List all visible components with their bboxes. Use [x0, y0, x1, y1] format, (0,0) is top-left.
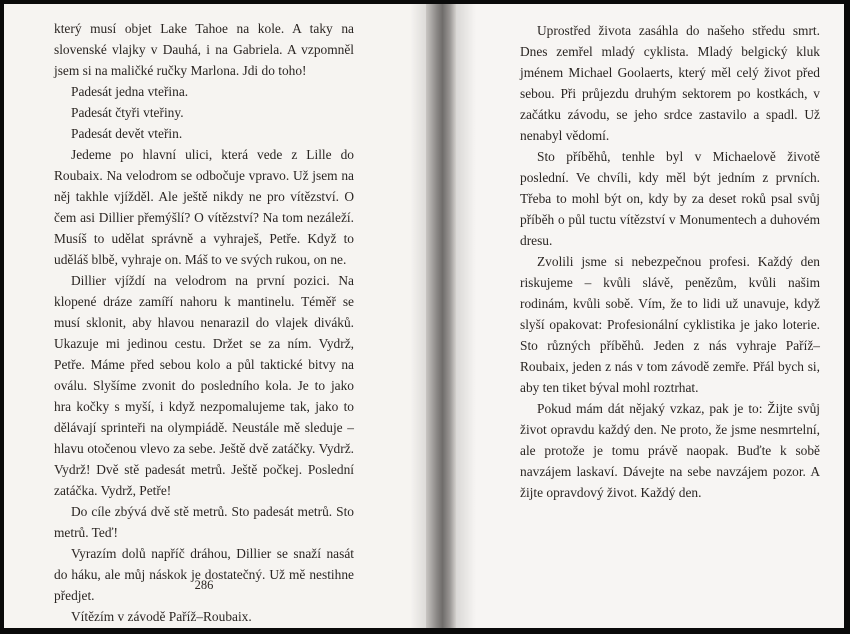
paragraph: Jedeme po hlavní ulici, která vede z Lille do Roubaix. Na velodrom se odbočuje vpravo. Už jsem na něj takhle vjížděl. Ale ještě nikdy ne pro vítězství. O čem asi Dillier přemýšlí? O vítězství? Na tom nezáleží. Musíš to udělat správně a vyhraješ, Petře. Když to uděláš blbě, vyhraje on. Máš to ve svých rukou, on ne. [54, 147, 354, 267]
right-page [456, 4, 844, 628]
page-number: 286 [194, 578, 214, 592]
paragraph: Padesát devět vteřin. [71, 126, 183, 141]
paragraph: který musí objet Lake Tahoe na kole. A taky na slovenské vlajky v Dauhá, i na Gabriela. A vzpomněl jsem si na maličké ručky Marlona. Jdi do toho! [54, 21, 354, 78]
paragraph: Padesát jedna vteřina. [71, 84, 189, 99]
left-page-text [54, 18, 354, 627]
paragraph: Pokud mám dát nějaký vzkaz, pak je to: Žijte svůj život opravdu každý den. Ne proto, že jsme nesmrtelní, ale protože je tomu právě naopak. Buďte k sobě navzájem laskaví. Dávejte na sebe navzájem pozor. A žijte opravdový život. Každý den. [520, 401, 820, 500]
paragraph: Uprostřed života zasáhla do našeho středu smrt. Dnes zemřel mladý cyklista. Mladý belgický kluk jménem Michael Goolaerts, který měl celý život před sebou. Při průjezdu druhým sektorem po kostkách, v začátku závodu, se jeho srdce zastavilo a spadl. Už nenabyl vědomí. [520, 23, 820, 143]
paragraph: Vyrazím dolů napříč dráhou, Dillier se snaží nasát do háku, ale můj náskok je dostatečný. Už mě nestihne předjet. [54, 546, 354, 603]
paragraph: Zvolili jsme si nebezpečnou profesi. Každý den riskujeme – kvůli slávě, penězům, kvůli našim rodinám, kvůli sobě. Vím, že to lidi už unavuje, když slyší opakovat: Profesionální cyklistika je jako loterie. Sto různých příběhů. Jeden z nás vyhraje Paříž–Roubaix, jeden z nás v tom závodě zemře. Přál bych si, aby ten tiket býval mohl roztrhat. [520, 254, 820, 395]
gutter-shadow [456, 4, 476, 628]
right-page-text [520, 20, 820, 503]
gutter-shadow [410, 4, 426, 628]
paragraph: Sto příběhů, tenhle byl v Michaelově životě poslední. Ve chvíli, kdy měl být jedním z prvních. Třeba to mohl být on, kdy by za deset roků psal svůj příběh o půl tuctu vítězství v Monumentech a duhovém dresu. [520, 149, 820, 248]
paragraph: Padesát čtyři vteřiny. [71, 105, 184, 120]
paragraph: Dillier vjíždí na velodrom na první pozici. Na klopené dráze zamíří nahoru k mantinelu. Téměř se musí sklonit, aby hlavou nenarazil do vlajek diváků. Ukazuje mi jedinou cestu. Držet se za ním. Vydrž, Petře. Máme před sebou kolo a půl taktické bitvy na oválu. Slyšíme zvonit do posledního kola. Je to jako hra kočky s myší, i když nezpomalujeme tak, jako to dělávají sprinteři na olympiádě. Neustále mě sleduje – hlavu otočenou vlevo za sebe. Ještě dvě zatáčky. Vydrž. Vydrž! Dvě stě padesát metrů. Ještě počkej. Poslední zatáčka. Vydrž, Petře! [54, 273, 354, 498]
paragraph: Vítězím v závodě Paříž–Roubaix. [71, 609, 252, 624]
paragraph: Do cíle zbývá dvě stě metrů. Sto padesát metrů. Sto metrů. Teď! [54, 504, 354, 540]
left-page [4, 4, 426, 628]
book-spine [426, 4, 456, 628]
